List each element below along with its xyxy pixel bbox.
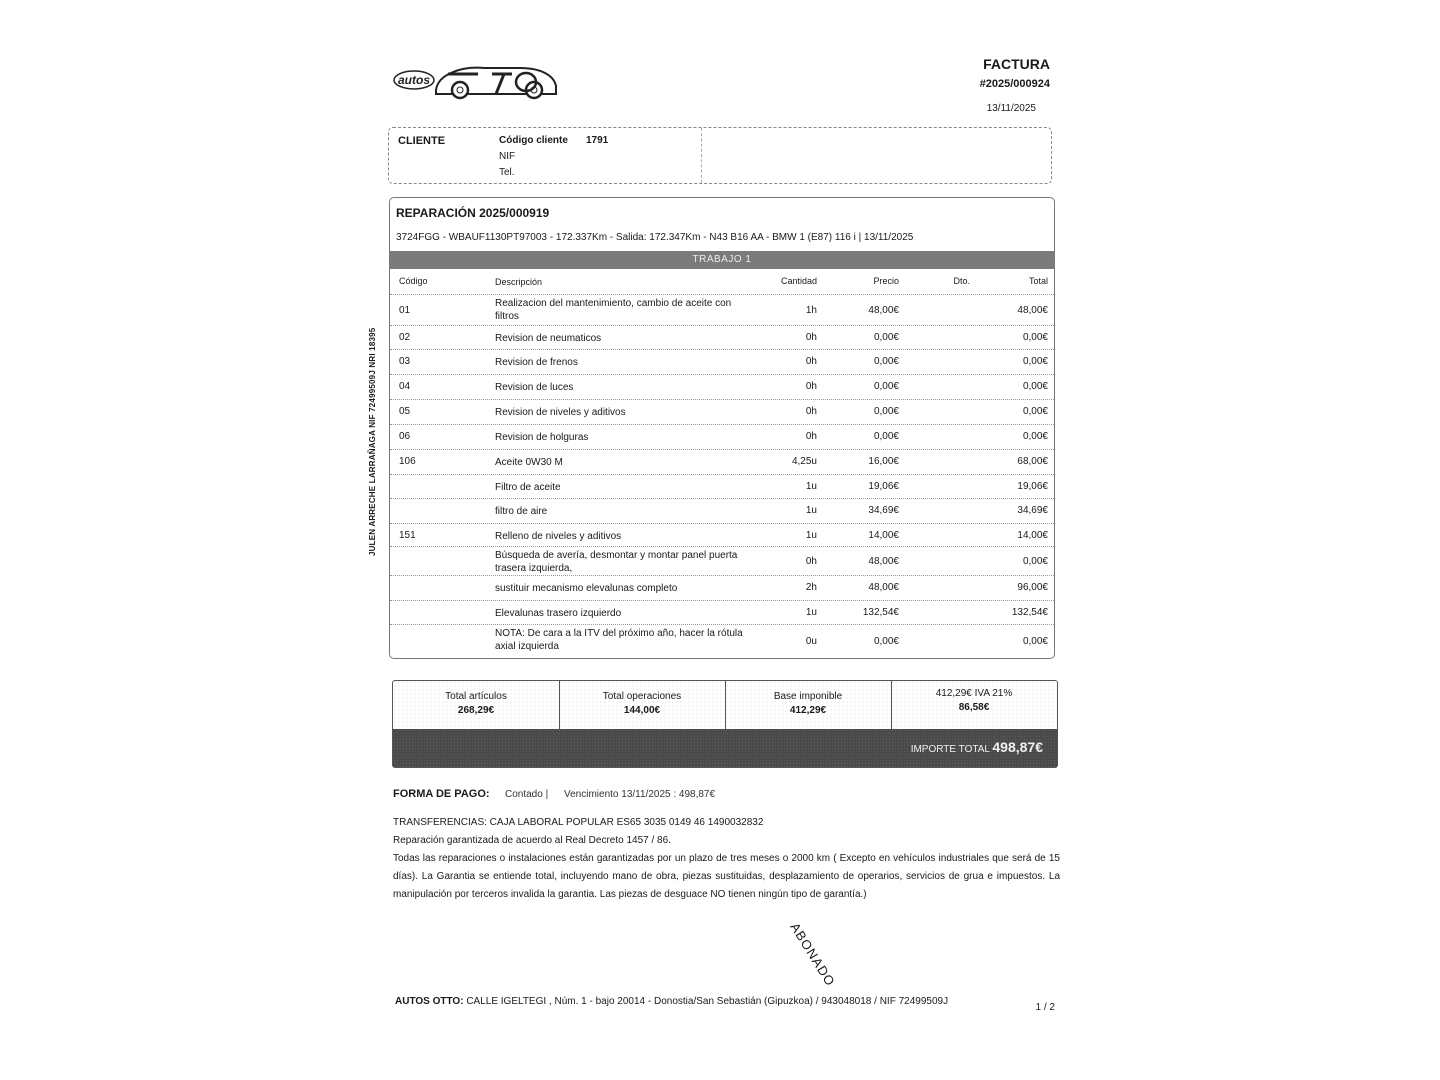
taxable-base-label: Base imponible <box>773 691 843 702</box>
cell-code: 06 <box>399 431 411 442</box>
cell-quantity: 0u <box>805 636 817 647</box>
vat-label: 412,29€ IVA 21% <box>935 688 1013 699</box>
page-number: 1 / 2 <box>1035 1002 1055 1013</box>
cell-price: 0,00€ <box>873 431 899 442</box>
footer-company: AUTOS OTTO: <box>395 996 464 1007</box>
client-nif-label: NIF <box>499 151 516 162</box>
cell-quantity: 1u <box>805 607 817 618</box>
cell-description: Filtro de aceite <box>495 482 561 493</box>
table-row <box>390 498 1054 524</box>
cell-description: Elevalunas trasero izquierdo <box>495 608 622 619</box>
cell-total: 0,00€ <box>1022 356 1048 367</box>
total-operations-value: 144,00€ <box>623 705 661 716</box>
cell-description: NOTA: De cara a la ITV del próximo año, hacer la rótula axial izquierda <box>495 628 743 652</box>
total-articles-value: 268,29€ <box>457 705 495 716</box>
client-label: CLIENTE <box>398 135 446 147</box>
total-articles-label: Total artículos <box>445 691 507 702</box>
cell-total: 132,54€ <box>1011 607 1048 618</box>
cell-price: 14,00€ <box>868 530 899 541</box>
grand-total-label: IMPORTE TOTAL <box>910 744 990 755</box>
cell-description: Revision de frenos <box>495 357 578 368</box>
cell-price: 0,00€ <box>873 636 899 647</box>
cell-total: 34,69€ <box>1017 505 1048 516</box>
cell-description: Revision de luces <box>495 382 574 393</box>
table-row <box>390 523 1054 547</box>
table-row <box>390 449 1054 475</box>
cell-description: Revision de neumaticos <box>495 333 602 344</box>
cell-quantity: 0h <box>805 406 817 417</box>
client-tel-label: Tel. <box>499 167 515 178</box>
header-code: Código <box>399 276 428 286</box>
vat-value: 86,58€ <box>958 702 990 713</box>
cell-quantity: 0h <box>805 381 817 392</box>
cell-price: 48,00€ <box>868 582 899 593</box>
cell-price: 19,06€ <box>868 481 899 492</box>
side-registration-text: JULEN ARRECHE LARRAÑAGA NIF 72499509J NRI 18395 <box>368 327 377 556</box>
footer-address-text: CALLE IGELTEGI , Núm. 1 - bajo 20014 - Donostia/San Sebastián (Gipuzkoa) / 943048018 / NIF 72499509J <box>466 996 949 1007</box>
cell-total: 0,00€ <box>1022 406 1048 417</box>
cell-total: 19,06€ <box>1017 481 1048 492</box>
header-quantity: Cantidad <box>780 276 817 286</box>
table-row <box>390 546 1054 576</box>
header-discount: Dto. <box>953 276 970 286</box>
payment-method: Contado | <box>505 789 549 800</box>
cell-price: 0,00€ <box>873 381 899 392</box>
client-code-value: 1791 <box>586 135 609 146</box>
cell-quantity: 0h <box>805 356 817 367</box>
cell-total: 0,00€ <box>1022 332 1048 343</box>
paid-stamp: ABONADO <box>787 920 839 990</box>
header-description: Descripción <box>495 277 543 287</box>
cell-price: 0,00€ <box>873 356 899 367</box>
payment-label: FORMA DE PAGO: <box>393 788 490 800</box>
cell-price: 48,00€ <box>868 556 899 567</box>
invoice-number: #2025/000924 <box>979 78 1050 90</box>
table-row <box>390 624 1054 659</box>
client-code-label: Código cliente <box>499 135 568 146</box>
company-logo <box>392 60 562 108</box>
cell-quantity: 0h <box>805 431 817 442</box>
cell-description: Relleno de niveles y aditivos <box>495 531 622 542</box>
cell-total: 0,00€ <box>1022 381 1048 392</box>
header-total: Total <box>1028 276 1048 286</box>
grand-total-bar <box>393 729 1057 767</box>
cell-quantity: 2h <box>805 582 817 593</box>
table-row <box>390 349 1054 375</box>
footer-address <box>395 995 955 1008</box>
table-header <box>390 276 1054 292</box>
table-row <box>390 374 1054 400</box>
cell-total: 14,00€ <box>1017 530 1048 541</box>
total-operations <box>559 680 725 729</box>
grand-total-value: 498,87€ <box>992 739 1043 755</box>
cell-code: 01 <box>399 305 411 316</box>
invoice-date: 13/11/2025 <box>986 103 1036 114</box>
total-operations-label: Total operaciones <box>602 691 682 702</box>
table-row <box>390 325 1054 350</box>
cell-description: Búsqueda de avería, desmontar y montar panel puerta trasera izquierda, <box>495 550 738 574</box>
cell-description: Aceite 0W30 M <box>495 457 563 468</box>
client-box <box>388 127 1052 184</box>
cell-description: filtro de aire <box>495 506 548 517</box>
cell-total: 0,00€ <box>1022 431 1048 442</box>
cell-code: 02 <box>399 332 411 343</box>
vehicle-info: 3724FGG - WBAUF1130PT97003 - 172.337Km - Salida: 172.347Km - N43 B16 AA - BMW 1 (E87) 116 i | 13/11/2025 <box>396 232 914 243</box>
cell-price: 16,00€ <box>868 456 899 467</box>
table-row <box>390 399 1054 425</box>
guarantee-note: Reparación garantizada de acuerdo al Real Decreto 1457 / 86. <box>393 835 671 846</box>
cell-quantity: 1u <box>805 481 817 492</box>
cell-description: Revision de niveles y aditivos <box>495 407 626 418</box>
bank-transfer: TRANSFERENCIAS: CAJA LABORAL POPULAR ES65 3035 0149 46 1490032832 <box>393 817 764 828</box>
document-title: FACTURA <box>983 56 1050 72</box>
cell-code: 05 <box>399 406 411 417</box>
cell-total: 96,00€ <box>1017 582 1048 593</box>
cell-description: Realizacion del mantenimiento, cambio de aceite con filtros <box>495 298 732 322</box>
cell-price: 0,00€ <box>873 406 899 417</box>
table-row <box>390 600 1054 625</box>
table-row <box>390 424 1054 450</box>
cell-price: 48,00€ <box>868 305 899 316</box>
cell-quantity: 1u <box>805 505 817 516</box>
header-price: Precio <box>873 276 899 286</box>
total-articles <box>393 680 559 729</box>
cell-price: 132,54€ <box>862 607 899 618</box>
taxable-base-value: 412,29€ <box>789 705 827 716</box>
cell-quantity: 1h <box>805 305 817 316</box>
payment-due: Vencimiento 13/11/2025 : 498,87€ <box>564 789 716 800</box>
grand-total <box>911 739 1043 755</box>
cell-quantity: 4,25u <box>791 456 817 467</box>
guarantee-conditions: Todas las reparaciones o instalaciones están garantizadas por un plazo de tres meses o 2000 km ( Excepto en vehículos industriales que será de 15 días). La Garantia se entiende total, incluyendo mano de obra, piezas sustituidas, desplazamiento de operarios, servicios de grua e impuestos. La manipulación por terceros invalida la garantia. Las piezas de desguace NO tienen ningún tipo de garantía.) <box>393 853 1060 900</box>
table-row <box>390 474 1054 499</box>
cell-total: 0,00€ <box>1022 636 1048 647</box>
cell-code: 04 <box>399 381 411 392</box>
repair-title: REPARACIÓN 2025/000919 <box>396 206 550 220</box>
vat-amount <box>891 680 1057 729</box>
cell-description: Revision de holguras <box>495 432 589 443</box>
cell-code: 106 <box>399 456 416 467</box>
cell-quantity: 1u <box>805 530 817 541</box>
work-section-bar: TRABAJO 1 <box>390 251 1054 269</box>
table-row <box>390 575 1054 601</box>
table-row <box>390 294 1054 326</box>
cell-price: 0,00€ <box>873 332 899 343</box>
taxable-base <box>725 680 891 729</box>
cell-code: 151 <box>399 530 416 541</box>
cell-quantity: 0h <box>805 556 817 567</box>
cell-price: 34,69€ <box>868 505 899 516</box>
logo-autos-text: autos <box>398 73 431 87</box>
cell-quantity: 0h <box>805 332 817 343</box>
cell-description: sustituir mecanismo elevalunas completo <box>495 583 678 594</box>
cell-total: 68,00€ <box>1017 456 1048 467</box>
cell-total: 0,00€ <box>1022 556 1048 567</box>
cell-total: 48,00€ <box>1017 305 1048 316</box>
cell-code: 03 <box>399 356 411 367</box>
